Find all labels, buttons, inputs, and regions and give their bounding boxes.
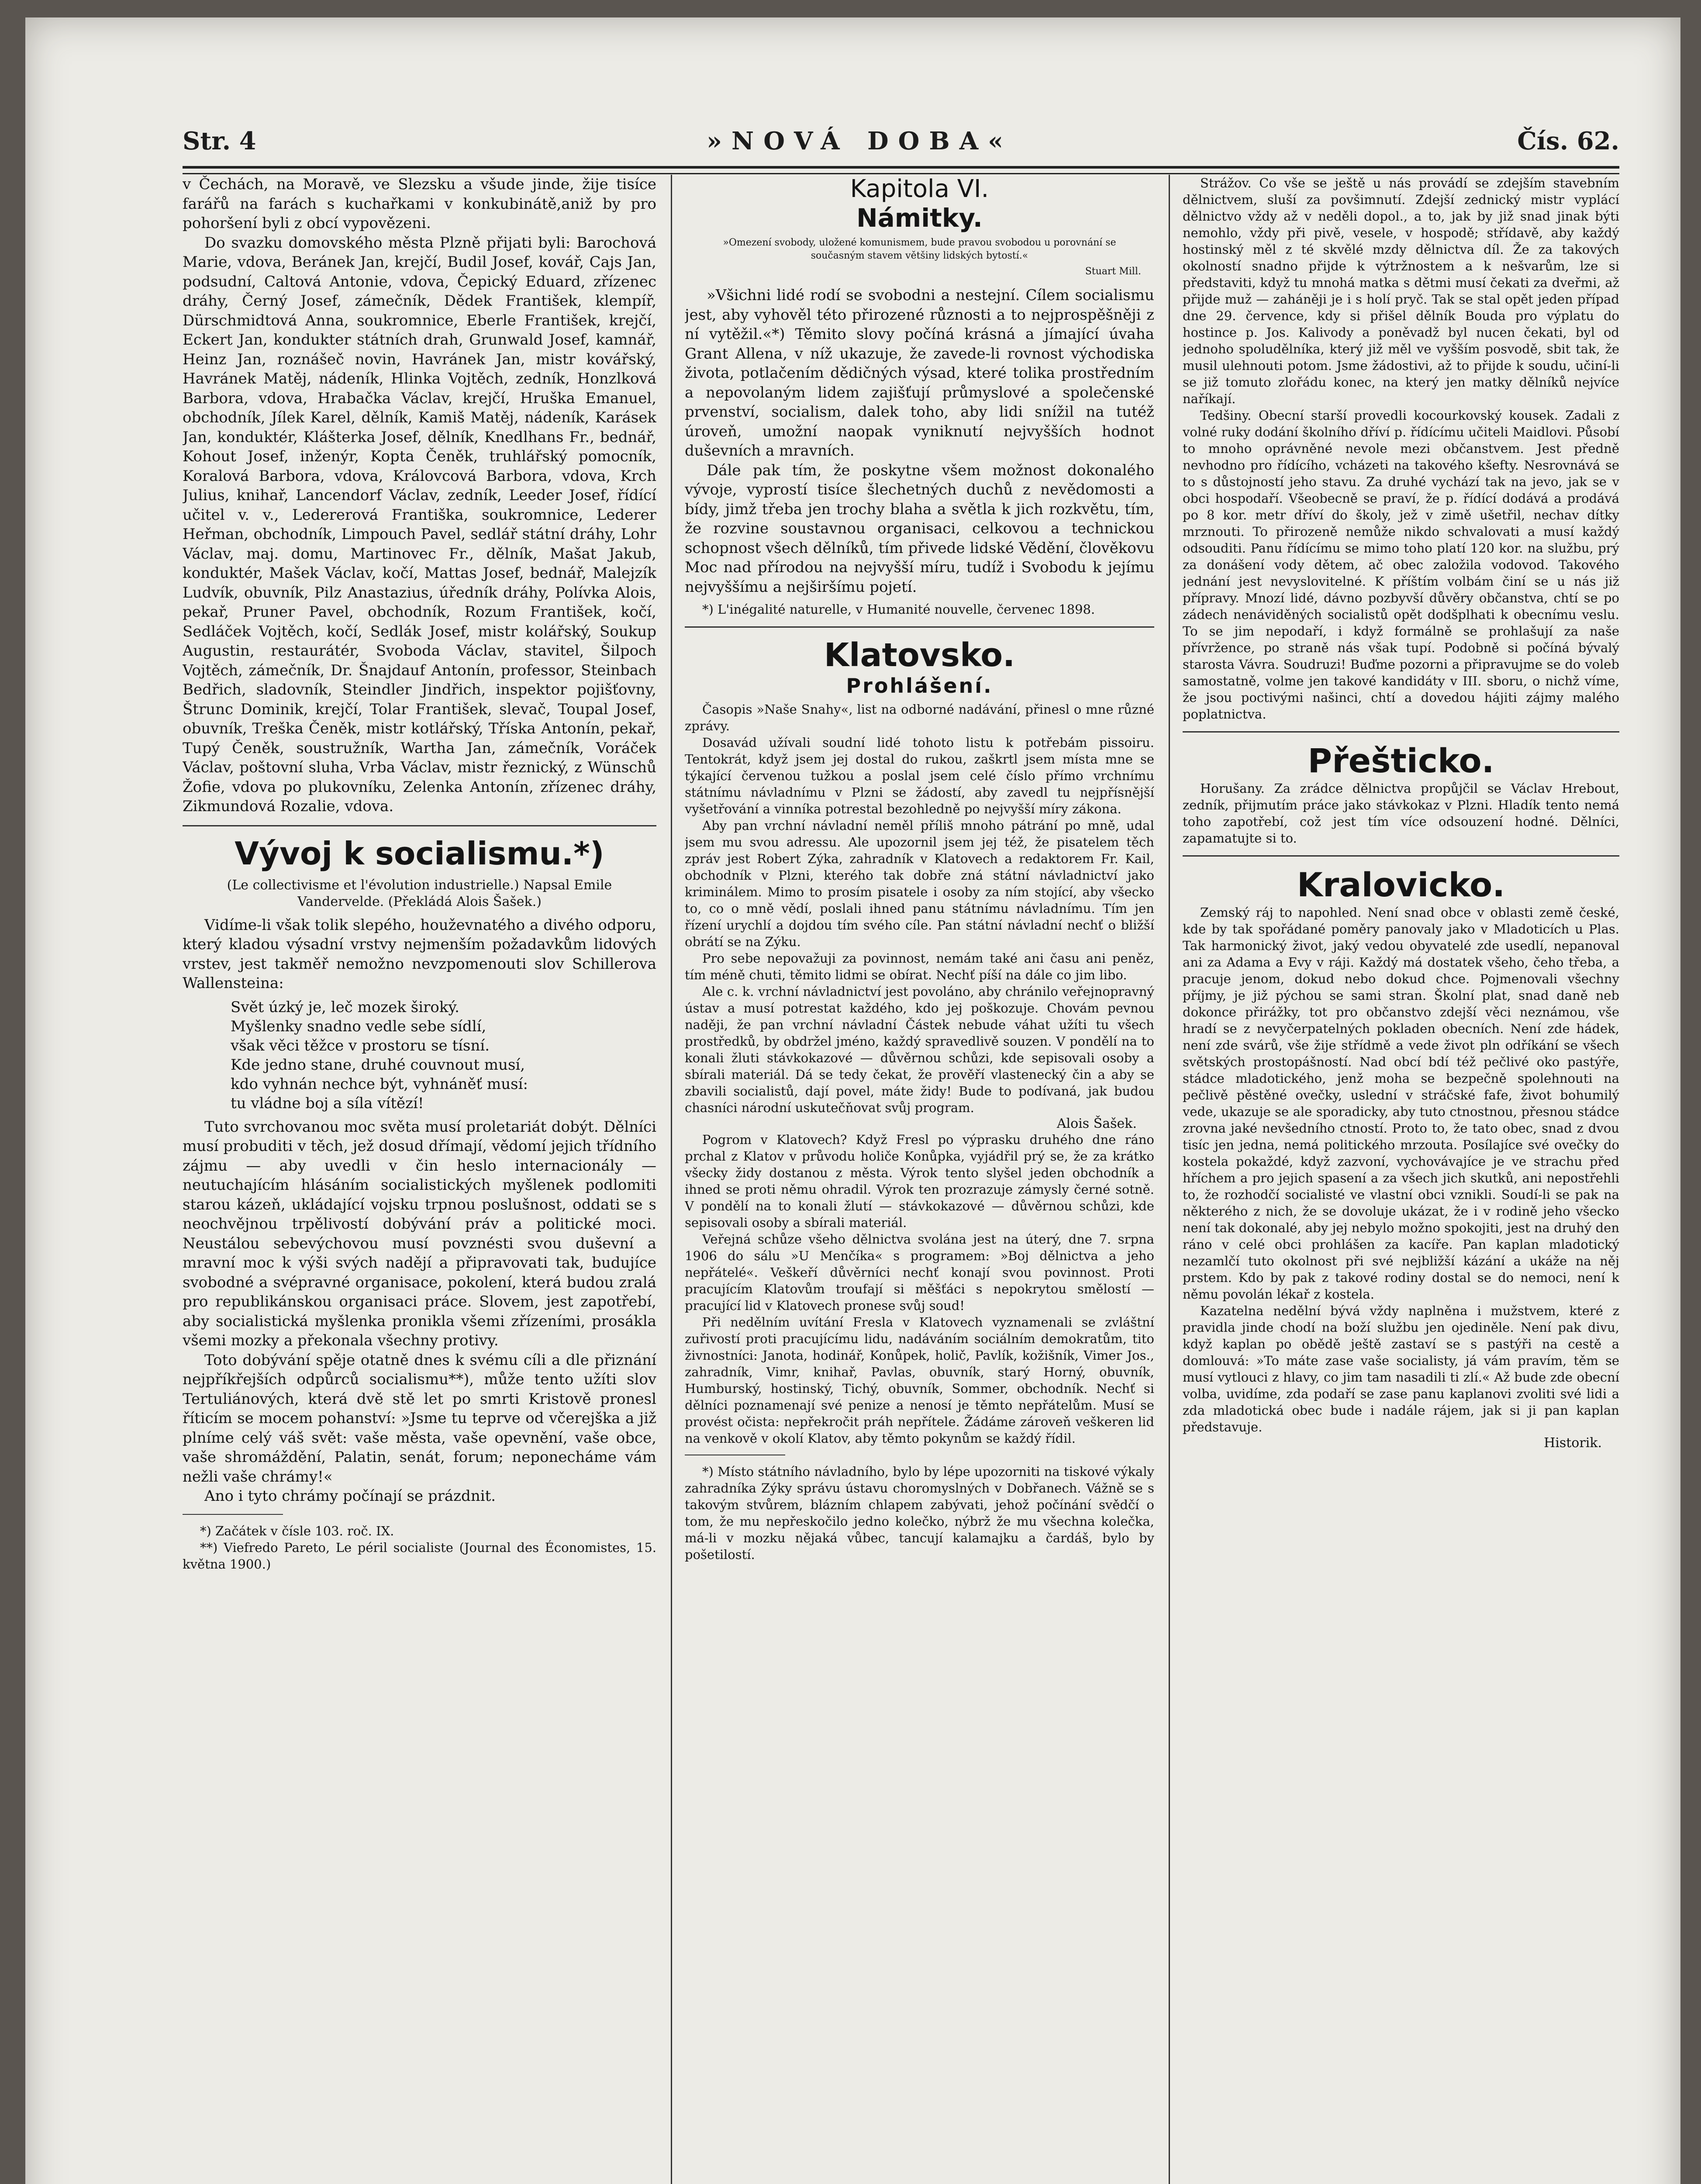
article-subtitle: (Le collectivisme et l'évolution industrielle.) Napsal Emile Vandervelde. (Překládá Alois Šašek.) (227, 877, 612, 909)
footnote-rule (183, 1514, 283, 1515)
article-text: Tedšiny. Obecní starší provedli kocourkovský kousek. Zadali z volné ruky dodání školního dříví p. řídícímu učiteli Maidlovi. Působí to mnoho oprávněné nevole mezi občanstvem. Jest předně nevhodno pro řídícího, vcházeti na takového kšefty. Nesrovnává se to s důstojností jeho stavu. Za druhé vychází tak na jevo, jak se v obci hospodaří. Všeobecně se praví, že p. řídící dodává a prodává po 8 kor. metr dříví do školy, jež v zimě ušetřil, nechav dítky mrznouti. To přirozeně nemůže nikdo schvalovati a musí každý odsouditi. Panu řídícímu se mimo toho platí 120 kor. na službu, prý za donášení vody dětem, ač obec založila vodovod. Takového jednání jest nevyslovitelné. K příštím volbám činí se u nás již přípravy. Mnozí lidé, dávno pozbyvší důvěry občanstva, chtí se po zádech nenáviděných socialistů opět dodšplhati k obecnímu veslu. To se jim nepodaří, i když formálně se prohlašují za naše přívržence, po straně nás však tupí. Podobně si počíná bývalý starosta Vávra. Soudruzi! Buďme pozorni a připravujme se do voleb samostatně, volme jen takové kandidáty v III. sboru, o nichž víme, že jsou poctivými našinci, chtí a dovedou hájiti zájmy malého poplatnictva. (1183, 408, 1619, 722)
signature: Historik. (1544, 1435, 1602, 1451)
motto: »Omezení svobody, uložené komunismem, bude pravou svobodou u porovnání se současným stavem většiny lidských bytostí.« (723, 237, 1116, 261)
issue-number: Čís. 62. (1517, 127, 1619, 156)
article-text: Veřejná schůze všeho dělnictva svolána jest na úterý, dne 7. srpna 1906 do sálu »U Menčíka« s programem: »Boj dělnictva a jeho nepřátelé«. Veškeří důvěrníci nechť konají svou povinnost. Proti pracujícím Klatovům troufají si měšťáci s nepokrytou smělostí — pracující lid v Klatovech pronese svůj soud! (685, 1232, 1154, 1313)
article-text: Vidíme-li však tolik slepého, houževnatého a divého odporu, který kladou výsadní vrstvy nejmenším požadavkům lidových vrstev, jest takměř nemožno nevzpomenouti slov Schillerova Wallensteina: (183, 916, 656, 992)
article-text: Strážov. Co vše se ještě u nás provádí se zdejším stavebním dělnictvem, sluší za povšimnutí. Zdejší zednický mistr vyplácí dělnictvo vždy až v neděli dopol., a to, jak by již snad jinak býti nemohlo, vždy při pivě, vesele, v hospodě; střídavě, aby každý hostinský měl z té skvělé mzdy dělnictva díl. Že za takových okolností snadno přijde k výtržnostem a k nešvarům, lze si představiti, když tu mnohá matka s dětmi musí čekati za dveřmi, až přijde muž — zaháněji je i s holí pryč. Tak se stal opět jeden případ dne 29. července, kdy si přišel dělník Bouda pro výplatu do hostince p. Jos. Kalivody a poněvadž byl nucen čekati, byl od jednoho spoludělníka, který již měl ve vyšším posvodě, sbit tak, že musil ulehnouti potom. Jsme žádostivi, až to přijde k soudu, učiní-li se již tomuto zlořádu konec, na který jen matky dělníků nejvíce naříkají. (1183, 176, 1619, 406)
subsection-title: Prohlášení. (846, 674, 993, 698)
column-divider (671, 175, 672, 2184)
poem-quote: Svět úzký je, leč mozek široký. Myšlenky snadno vedle sebe sídlí, však věci těžce v prostoru se tísní. Kde jedno stane, druhé couvnout musí, kdo vyhnán nechce být, vyhnáněť musí: tu vládne boj a síla vítězí! (231, 998, 528, 1112)
header-rule (183, 166, 1619, 174)
section-title: Kralovicko. (1297, 865, 1505, 904)
masthead-title: »NOVÁ DOBA« (707, 127, 1013, 156)
article-text: Při nedělním uvítání Fresla v Klatovech vyznamenali se zvláštní zuřivostí proti pracujícímu lidu, nadáváním sociálním demokratům, tito živnostníci: Janota, hodinář, Konůpek, holič, Pavlík, kožišník, Vimer Jos., zahradník, Vimr, knihař, Pavlas, obuvník, starý Horný, obuvník, Humburský, hostinský, Tichý, obuvník, Sommer, obchodník. Nechť si dělníci poznamenají své penize a nenosí je těmto nepřátelům. Musí se provést očista: nepřekročit práh nepřítele. Žádáme zároveň veškeren lid na venkově v okolí Klatov, aby těmto pokynům se každý řídil. (685, 1315, 1154, 1446)
section-title: Přešticko. (1308, 741, 1494, 780)
divider (1183, 731, 1619, 733)
article-text: Dále pak tím, že poskytne všem možnost dokonalého vývoje, vyprostí tisíce šlechetných duchů z nevědomosti a bídy, jimž třeba jen trochy blaha a světla k jich rozkvětu, tím, že rozvine soustavnou organisaci, celkovou a technickou schopnost všech dělníků, tím přivede lidské Vědění, člověkovu Moc nad přírodou na nejvyšší míru, tudíž i Svobodu k jejímu nejvyššímu a nejširšímu pojetí. (685, 461, 1154, 596)
article-text: Dosavád užívali soudní lidé tohoto listu k potřebám pissoiru. Tentokrát, když jsem jej dostal do rukou, zaškrtl jsem místa mne se týkající červenou tužkou a poslal jsem celé číslo přímo vrchnímu státnímu návladnímu v Plzni se žádostí, aby zavedl tu nejpřísnější vyšetřování a vinníka potrestal bezohledně po nejvyšší míry zákona. (685, 735, 1154, 816)
article-text: Pogrom v Klatovech? Když Fresl po výprasku druhého dne ráno prchal z Klatov v průvodu holiče Konůpka, vyjádřil prý se, že za krátko všecky židy dostanou z města. Výrok tento slyšel jeden obchodník a ihned se proti němu ohradil. Výrok ten prozrazuje zámysly černé sotně. V pondělí na to konali žlutí — stávkokazové — důvěrnou schůzi, kde sepisovali osoby a sbírali materiál. (685, 1132, 1154, 1230)
divider (685, 626, 1154, 628)
footnote: **) Viefredo Pareto, Le péril socialiste (Journal des Économistes, 15. května 1900.) (183, 1540, 656, 1572)
article-text: Pro sebe nepovažuji za povinnost, nemám také ani času ani peněz, tím méně chuti, těmito lidmi se obírat. Nechť píší na dále co jim libo. (685, 951, 1154, 982)
footnote: *) L'inégalité naturelle, v Humanité nouvelle, červenec 1898. (702, 602, 1095, 617)
column-divider (1169, 175, 1170, 2184)
column-2 (685, 175, 1154, 2184)
article-text: Tuto svrchovanou moc světa musí proletariát dobýt. Dělníci musí probuditi v těch, jež dosud dřímají, vědomí jejich třídního zájmu — aby uvedli v čin heslo internacionály — neutuchajícím hlásáním socialistických myšlenek podlomiti starou kázeň, ukládající vojsku trpnou poslušnost, oddati se s neochvějnou trpělivostí dobývání práv a politické moci. Neustálou sebevýchovou musí povznésti svou duševní a mravní moc k výši svých nadějí a připravovati tak, budujíce svobodné a svépravné organisace, pokolení, která budou zralá pro republikánskou organisaci práce. Slovem, jest zapotřebí, aby socialistická myšlenka pronikla všemi zřízeními, prosákla všemi mozky a překonala všechny protivy. (183, 1118, 656, 1349)
column-1 (183, 175, 656, 2184)
svazek-text: Do svazku domovského města Plzně přijati byli: Barochová Marie, vdova, Beránek Jan, krejčí, Budil Josef, kovář, Cajs Jan, podsudní, Caltová Antonie, vdova, Čepický Eduard, zřízenec dráhy, Černý Josef, zámečník, Dědek František, klempíř, Dürschmidtová Anna, soukromnice, Eberle František, krejčí, Eckert Jan, kondukter státních drah, Grunwald Josef, kamnář, Heinz Jan, roznášeč novin, Havránek Jan, mistr kovářský, Havránek Matěj, nádeník, Hlinka Vojtěch, zedník, Honzlková Barbora, vdova, Hrabačka Václav, krejčí, Hruška Emanuel, obchodník, Jílek Karel, dělník, Kamiš Matěj, nádeník, Karásek Jan, konduktér, Klášterka Josef, dělník, Knedlhans Fr., bednář, Kohout Josef, inženýr, Kopta Čeněk, truhlářský pomocník, Koralová Barbora, vdova, Královcová Barbora, vdova, Krch Julius, knihař, Lancendorf Václav, zedník, Leeder Josef, řídící učitel v. v., Ledererová Františka, soukromnice, Lederer Heřman, obchodník, Limpouch Pavel, sedlář státní dráhy, Lohr Václav, maj. domu, Martinovec Fr., dělník, Mašat Jakub, konduktér, Mašek Václav, kočí, Mattas Josef, bednář, Malejzík Ludvík, obuvník, Pilz Anastazius, úředník dráhy, Polívka Alois, pekař, Pruner Pavel, obchodník, Rozum František, kočí, Sedláček Vojtěch, kočí, Sedlák Josef, mistr kolářský, Soukup Augustin, restaurátér, Svoboda Václav, stavitel, Šilpoch Vojtěch, zámečník, Dr. Šnajdauf Antonín, professor, Steinbach Bedřich, sladovník, Steindler Jindřich, inspektor pojišťovny, Štrunc Dominik, krejčí, Tolar František, slevač, Toupal Josef, obuvník, Treška Čeněk, mistr kotlářský, Tříska Antonín, pekař, Tupý Čeněk, soustružník, Wartha Jan, zámečník, Voráček Václav, poštovní sluha, Vrba Václav, mistr řeznický, z Wünschů Žofie, vdova po plukovníku, Zelenka Antonín, zřízenec dráhy, Zikmundová Rozalie, vdova. (183, 234, 656, 815)
article-text: Horušany. Za zrádce dělnictva propůjčil se Václav Hrebout, zedník, přijmutím práce jako stávkokaz v Plzni. Hladík tento nemá toho zapotřebí, což jest tím více odsouzení hodné. Dělníci, zapamatujte si to. (1183, 781, 1619, 846)
article-text: v Čechách, na Moravě, ve Slezsku a všude jinde, žije tisíce farářů na farách s kuchařkami v konkubinátě,aniž by pro pohoršení byli z obcí vypovězeni. (183, 176, 656, 232)
article-text: Toto dobývání spěje otatně dnes k svému cíli a dle přiznání nejpříkřejších odpůrců socialismu**), může tento užíti slov Tertuliánových, která dvě stě let po smrti Kristově pronesl říticím se mocem pohanství: »Jsme tu teprve od včerejška a již plníme celý váš svět: vaše města, vaše opevnění, vaše obce, vaše shromáždění, Palatin, senát, forum; neponecháme vám nežli vaše chrámy!« (183, 1351, 656, 1486)
article-text: Kazatelna nedělní bývá vždy naplněna i mužstvem, které z pravidla jinde chodí na boží službu jen ojediněle. Není pak divu, když kaplan po obědě ještě zastaví se s pastýři na cestě a domlouvá: »To máte zase vaše socialisty, já vám pravím, těm se musí vytlouci z hlavy, co jim tam nasadili ti zlí.« Až bude zde obecní volba, uvidíme, zda podaří se zase panu kaplanovi zvoliti své lidi a zda mladotická obec bude i nadále rájem, jak si ji pan kaplan představuje. (1183, 1303, 1619, 1434)
footnote: *) Začátek v čísle 103. roč. IX. (200, 1523, 394, 1538)
article-text: Zemský ráj to napohled. Není snad obce v oblasti země české, kde by tak spořádané poměry panovaly jako v Mladoticích u Plas. Tak harmonický život, jaký vedou obyvatelé zde usedlí, nepanoval ani za Adama a Evy v ráji. Každý má dostatek všeho, čeho třeba, a pracuje jenom, dokud nebo dokud chce. Pojmenovali všechny příjmy, je již pýchou se sami stran. Školní plat, snad daně neb dokonce přirážky, tot pro občanstvo zdejší věci neznámou, vše hradí se z nevyčerpatelných pokladen obecních. Není zde hádek, není zde svárů, vše žije střídmě a vede život pln odříkání se všech světských prostopášností. Nad obcí bdí též pečlivé oko pastýře, stádce mladotického, jenž moha se bezpečně spolehnouti na pečlivě pěstěné ovečky, uslední v stráčské fafe, život bohumilý vede, ukazuje se ale sporadicky, aby tuto ctnostnou, přesnou stádce zrovna jaké nevšedního ctností. Proto to, že tato obec, snad z dvou tisíc jen jedna, nemá politického mrzouta. Posílajíce své ovečky do kostela pokaždé, když zazvoní, vychovávajíce je ve strachu před hříchem a pro jejich spasení a za všech jich skutků, ani nepostřehli to, že rozhodčí socialisté ve vlastní obci vznikli. Soudí-li se pak na některého z nich, že se dovoluje ukázat, že i v rodině jeho všecko není tak dokonalé, aby jej nebylo možno spokojiti, jest na druhý den ráno v celé obci prohlášen za kacíře. Pan kaplan mladotický nezamlčí tuto okolnost při své nejbližší kázání a ukáže na něj prstem. Kdo by pak z takové rodiny dostal se do nemoci, není k němu povolán lékař z kostela. (1183, 905, 1619, 1302)
article-text: »Všichni lidé rodí se svobodni a nestejní. Cílem socialismu jest, aby vyhověl této přirozené různosti a to nejprospěšněji z ní vytěžil.«*) Těmito slovy počíná krásná a jímající úvaha Grant Allena, v níž ukazuje, že zavede-li rovnost východiska života, potlačením dědičných výsad, které tolika prostředním a nepovolaným lidem zajišťují průmyslové a společenské prvenství, socialism, dalek toho, aby lidi snížil na tutéž úroveň, umožní naopak vyniknutí nejvyšších hodnot duševních a mravních. (685, 287, 1154, 460)
article-text: Aby pan vrchní návladní neměl příliš mnoho pátrání po mně, udal jsem mu svou adressu. Ale upozornil jsem jej též, že pisatelem těch zpráv jest Robert Zýka, zahradník v Klatovech a redaktorem Fr. Kail, obchodník v Plzni, kterého tak dobře zná státní návladnictví jako kriminálem. Mimo to prosím pisatele i osoby za ním stojící, aby všecko to, co o mně vědí, poslali ihned panu státnímu návladnímu. Tím jen řízení urychlí a dojdou tím svého cíle. Pan státní návladní nechť o bližší obrátí se na Zýku. (685, 818, 1154, 949)
footnote: *) Místo státního návladního, bylo by lépe upozorniti na tiskové výkaly zahradníka Zýky správu ústavu choromyslných v Dobřanech. Vážně se s takovým stvůrem, blázním chlapem zabývati, jehož počínání svědčí o tom, že mu nepřeskočilo jedno kolečko, nýbrž že mu všechna kolečka, má-li v mozku nějaká vůbec, tancují kalamajku a čardáš, bylo by pošetilostí. (685, 1464, 1154, 1562)
divider (183, 825, 656, 826)
chapter-title: Námitky. (856, 203, 983, 233)
newspaper-page (25, 17, 1680, 2184)
page-number: Str. 4 (183, 127, 256, 156)
article-text: Ale c. k. vrchní návladnictví jest povoláno, aby chránilo veřejnopravný ústav a musí potrestat každého, kdo jej poškozuje. Chovám pevnou naději, že pan vrchní návladní Částek nebude váhat užíti tu všech prostředků, by obdržel jméno, každý spravedlivě souzen. V pondělí na to konali žluti stávkokazové — důvěrnou schůzi, kde sepisovali osoby a sbírali materiál. Dá se tedy čekat, že prověří vlastenecký čin a aby se zbavili socialistů, dají povel, máte židy! Bude to podívaná, jak budou chasníci národní uskutečňovat svůj program. (685, 984, 1154, 1115)
divider (1183, 855, 1619, 857)
signature: Alois Šašek. (1056, 1116, 1137, 1131)
chapter-label: Kapitola VI. (850, 175, 989, 203)
motto-author: Stuart Mill. (1085, 266, 1141, 277)
article-text: Ano i tyto chrámy počínají se prázdnit. (204, 1487, 496, 1505)
article-text: Časopis »Naše Snahy«, list na odborné nadávání, přinesl o mne různé zprávy. (685, 702, 1154, 733)
page-header (183, 127, 1619, 164)
column-3 (1183, 175, 1619, 2184)
section-title: Klatovsko. (824, 636, 1015, 674)
article-title: Vývoj k socialismu.*) (235, 835, 604, 872)
